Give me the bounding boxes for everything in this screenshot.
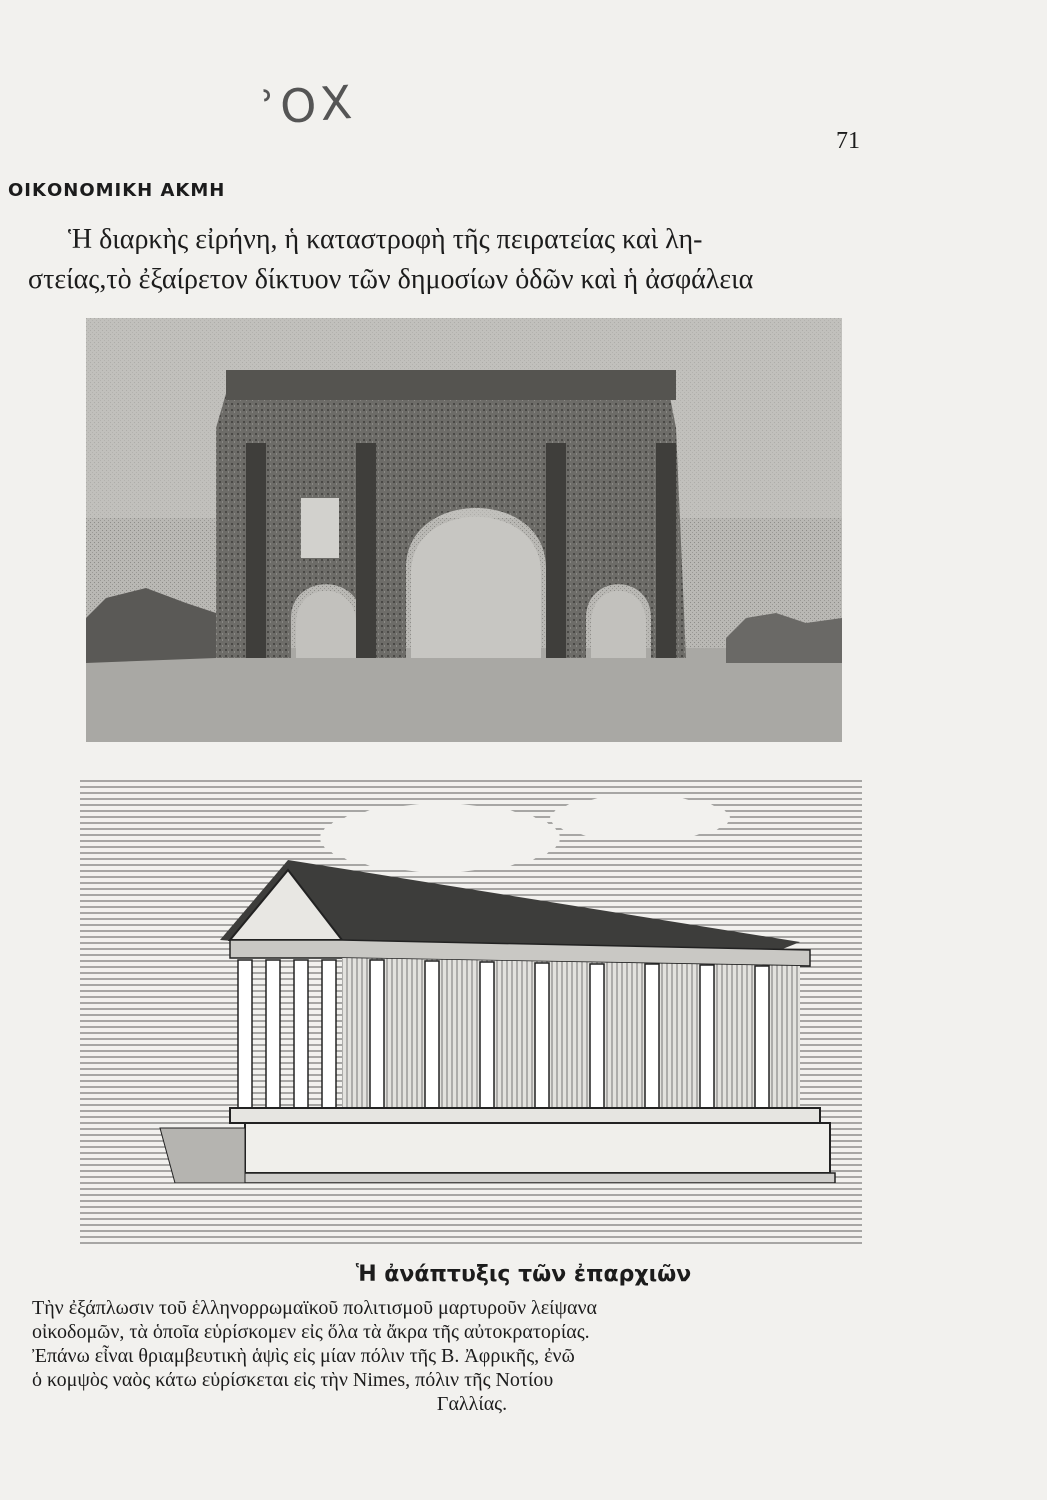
arch-image xyxy=(86,318,842,742)
page-number: 71 xyxy=(836,128,860,154)
caption-line: ὁ κομψὸς ναὸς κάτω εὑρίσκεται εἰς τὴν Nimes, πόλιν τῆς Νοτίου xyxy=(32,1369,554,1391)
caption-line: Τὴν ἐξάπλωσιν τοῦ ἑλληνορρωμαϊκοῦ πολιτισμοῦ μαρτυροῦν λείψανα xyxy=(32,1297,598,1319)
caption-line: Ἐπάνω εἶναι θριαμβευτικὴ ἁψὶς εἰς μίαν πόλιν τῆς Β. Ἀφρικῆς, ἐνῶ xyxy=(32,1345,575,1367)
caption-line: οἰκοδομῶν, τὰ ὁποῖα εὑρίσκομεν εἰς ὅλα τὰ ἄκρα τῆς αὐτοκρατορίας. xyxy=(32,1321,590,1343)
intro-line: Ἡ διαρκὴς εἰρήνη, ἡ καταστροφὴ τῆς πειρατείας καὶ λη- xyxy=(68,224,703,255)
caption-text xyxy=(32,1296,912,1416)
caption-title: Ἡ ἀνάπτυξις τῶν ἐπαρχιῶν xyxy=(355,1262,692,1287)
roman-temple-illustration xyxy=(80,778,862,1248)
temple-image xyxy=(80,778,862,1248)
intro-line: στείας,τὸ ἐξαίρετον δίκτυον τῶν δημοσίων ὁδῶν καὶ ἡ ἀσφάλεια xyxy=(28,264,754,295)
intro-paragraph xyxy=(28,220,908,300)
triumphal-arch-illustration xyxy=(86,318,842,742)
handwritten-mark: ʾΟΧ xyxy=(260,74,358,136)
caption-line: Γαλλίας. xyxy=(436,1393,508,1415)
running-head: ΟΙΚΟΝΟΜΙΚΗ ΑΚΜΗ xyxy=(8,180,226,201)
